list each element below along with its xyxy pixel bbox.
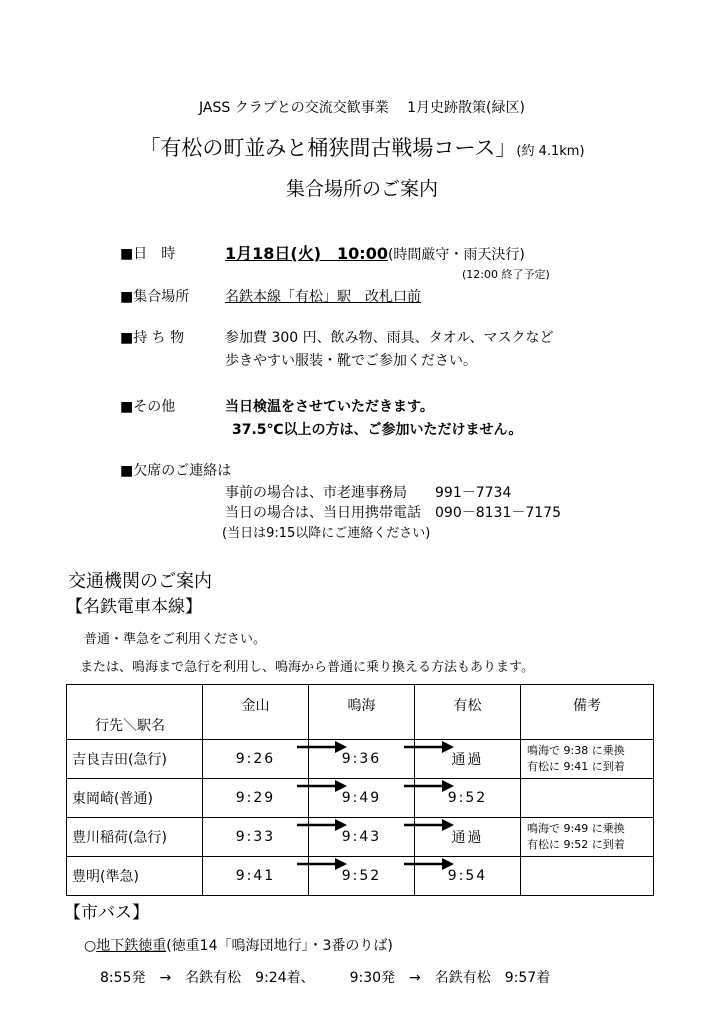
meitetsu-title: 【名鉄電車本線】 xyxy=(66,597,202,617)
table-row xyxy=(67,740,654,779)
date-label: ■日 時 xyxy=(120,246,176,262)
absence-line1: 事前の場合は、市老連事務局 991－7734 xyxy=(225,485,512,501)
row-kanayama-time: 9:41 xyxy=(203,857,309,896)
absence-label: ■欠席のご連絡は xyxy=(120,463,232,479)
row-remark xyxy=(521,818,654,857)
other-label: ■その他 xyxy=(120,399,176,415)
row-kanayama-time: 9:33 xyxy=(203,818,309,857)
right-arrow-icon xyxy=(297,740,347,754)
header-kanayama: 金山 xyxy=(203,685,309,740)
bus-title: 【市バス】 xyxy=(64,903,149,923)
row-narumi-time: 9:36 xyxy=(309,740,415,779)
remark-line1: 鳴海で 9:49 に乗換 xyxy=(527,822,625,835)
right-arrow-icon xyxy=(297,857,347,871)
row-kanayama-time: 9:29 xyxy=(203,779,309,818)
date-line xyxy=(225,241,525,264)
bus-times: 8:55発 → 名鉄有松 9:24着、 9:30発 → 名鉄有松 9:57着 xyxy=(100,970,551,986)
absence-line3: (当日は9:15以降にご連絡ください) xyxy=(222,526,431,541)
place-value: 名鉄本線「有松」駅 改札口前 xyxy=(225,289,421,305)
sub-title: 集合場所のご案内 xyxy=(285,178,438,200)
place-label: ■集合場所 xyxy=(120,289,190,305)
header-narumi: 鳴海 xyxy=(309,685,415,740)
row-dest: 東岡崎(普通) xyxy=(67,779,203,818)
row-remark xyxy=(521,740,654,779)
row-dest: 豊川稲荷(急行) xyxy=(67,818,203,857)
row-arimatsu-time: 9:54 xyxy=(415,857,521,896)
other-line2: 37.5℃以上の方は、ご参加いただけません。 xyxy=(232,422,523,438)
right-arrow-icon xyxy=(404,779,454,793)
right-arrow-icon xyxy=(404,740,454,754)
date-end: (12:00 終了予定) xyxy=(462,268,550,281)
right-arrow-icon xyxy=(404,857,454,871)
row-remark xyxy=(521,779,654,818)
timetable xyxy=(66,684,654,896)
row-narumi-time: 9:49 xyxy=(309,779,415,818)
table-row xyxy=(67,818,654,857)
table-row xyxy=(67,857,654,896)
row-arimatsu-time: 通過 xyxy=(415,740,521,779)
circle-bullet-icon: ○ xyxy=(84,938,97,954)
header-line: JASS クラブとの交流交歓事業 1月史跡散策(緑区) xyxy=(199,100,525,116)
remark-line1: 鳴海で 9:38 に乗換 xyxy=(527,744,625,757)
bus-route xyxy=(84,935,393,955)
distance-note: (約 4.1km) xyxy=(516,144,585,159)
absence-line2: 当日の場合は、当日用携帯電話 090－8131－7175 xyxy=(225,505,561,521)
row-narumi-time: 9:43 xyxy=(309,818,415,857)
row-arimatsu-time: 通過 xyxy=(415,818,521,857)
bus-route-detail: (徳重14「鳴海団地行」・3番のりば) xyxy=(166,938,393,954)
row-kanayama-time: 9:26 xyxy=(203,740,309,779)
transport-title: 交通機関のご案内 xyxy=(68,571,212,592)
items-label: ■持 ち 物 xyxy=(120,330,185,346)
header-remarks: 備考 xyxy=(521,685,654,740)
bus-stop: 地下鉄徳重 xyxy=(96,938,167,954)
timetable-header-row xyxy=(67,685,654,740)
date-value: 1月18日(火) 10:00 xyxy=(225,244,388,263)
date-note: (時間厳守・雨天決行) xyxy=(387,247,525,263)
row-dest: 豊明(準急) xyxy=(67,857,203,896)
remark-line2: 有松に 9:41 に到着 xyxy=(527,760,625,773)
row-arimatsu-time: 9:52 xyxy=(415,779,521,818)
main-title xyxy=(0,132,724,162)
right-arrow-icon xyxy=(297,779,347,793)
row-dest: 吉良吉田(急行) xyxy=(67,740,203,779)
items-line2: 歩きやすい服装・靴でご参加ください。 xyxy=(225,353,477,369)
items-line1: 参加費 300 円、飲み物、雨具、タオル、マスクなど xyxy=(225,330,554,346)
meitetsu-note2: または、鳴海まで急行を利用し、鳴海から普通に乗り換える方法もあります。 xyxy=(80,660,534,675)
table-row xyxy=(67,779,654,818)
header-dest-station: 行先＼駅名 xyxy=(67,685,203,740)
header-arimatsu: 有松 xyxy=(415,685,521,740)
right-arrow-icon xyxy=(404,818,454,832)
remark-line2: 有松に 9:52 に到着 xyxy=(527,838,625,851)
other-line1: 当日検温をさせていただきます。 xyxy=(225,399,434,415)
row-remark xyxy=(521,857,654,896)
row-narumi-time: 9:52 xyxy=(309,857,415,896)
main-title-text: 「有松の町並みと桶狭間古戦場コース」 xyxy=(139,136,517,160)
right-arrow-icon xyxy=(297,818,347,832)
meitetsu-note1: 普通・準急をご利用ください。 xyxy=(84,632,267,647)
